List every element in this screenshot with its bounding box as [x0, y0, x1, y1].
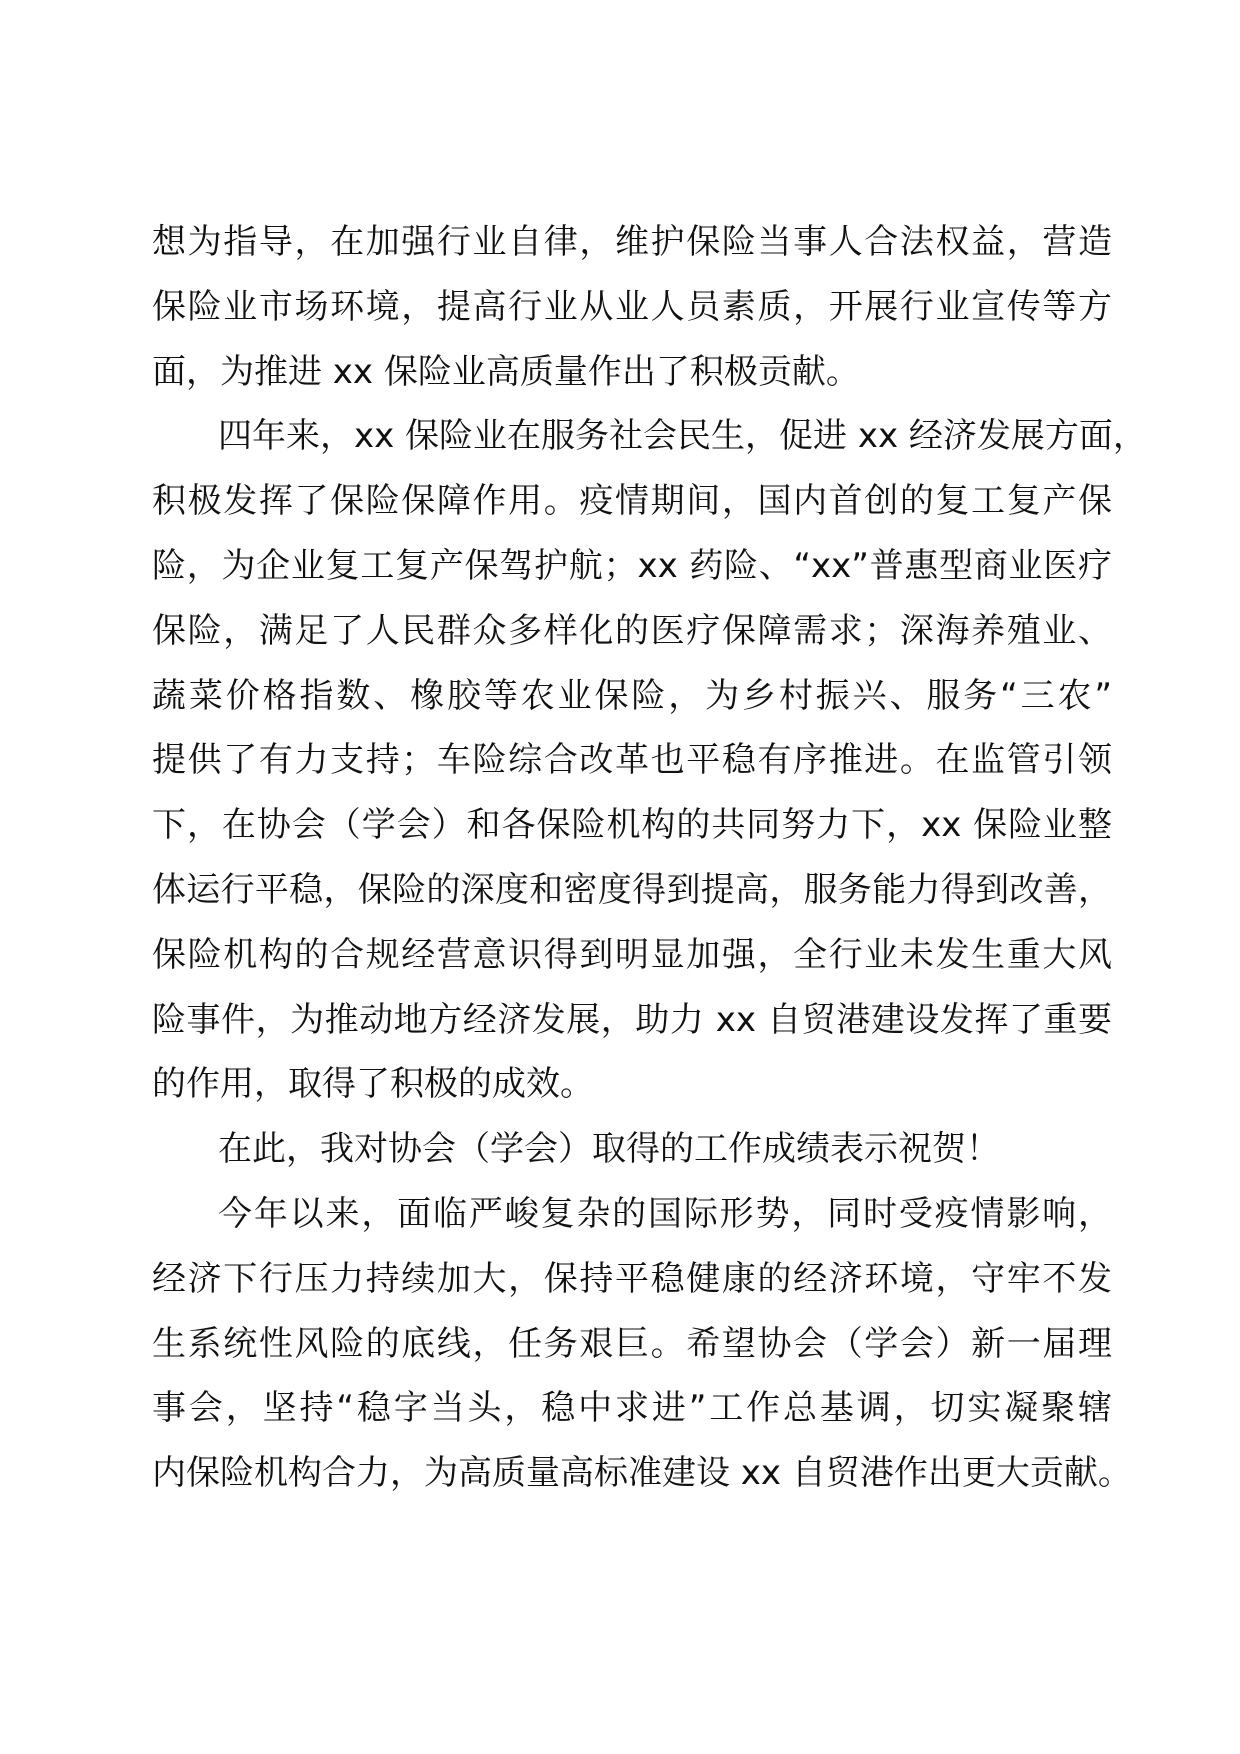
paragraph-4 — [152, 1182, 1132, 1506]
text-line: 积极发挥了保险保障作用。疫情期间，国内首创的复工复产保 — [152, 481, 1112, 522]
document-body — [152, 210, 1147, 1506]
text-line: 下，在协会（学会）和各保险机构的共同努力下，xx 保险业整 — [152, 805, 1112, 846]
text-line: 的作用，取得了积极的成效。 — [152, 1064, 594, 1105]
text-line: 四年来，xx 保险业在服务社会民生，促进 xx 经济发展方面， — [218, 416, 1147, 457]
text-line: 想为指导，在加强行业自律，维护保险当事人合法权益，营造 — [152, 222, 1112, 262]
text-line: 险，为企业复工复产保驾护航；xx 药险、“xx”普惠型商业医疗 — [152, 545, 1112, 586]
text-line: 面，为推进 xx 保险业高质量作出了积极贡献。 — [152, 351, 860, 392]
text-line: 经济下行压力持续加大，保持平稳健康的经济环境，守牢不发 — [152, 1258, 1112, 1299]
text-line: 体运行平稳，保险的深度和密度得到提高，服务能力得到改善， — [152, 869, 1112, 910]
text-line: 今年以来，面临严峻复杂的国际形势，同时受疫情影响， — [218, 1193, 1112, 1234]
text-line: 保险机构的合规经营意识得到明显加强，全行业未发生重大风 — [152, 934, 1112, 975]
text-line: 提供了有力支持；车险综合改革也平稳有序推进。在监管引领 — [152, 740, 1112, 781]
paragraph-1 — [152, 210, 1112, 404]
paragraph-2 — [152, 404, 1147, 1117]
text-line: 在此，我对协会（学会）取得的工作成绩表示祝贺！ — [218, 1129, 1000, 1170]
text-line: 生系统性风险的底线，任务艰巨。希望协会（学会）新一届理 — [152, 1323, 1112, 1364]
text-line: 蔬菜价格指数、橡胶等农业保险，为乡村振兴、服务“三农” — [152, 675, 1112, 716]
text-line: 险事件，为推动地方经济发展，助力 xx 自贸港建设发挥了重要 — [152, 999, 1112, 1040]
text-line: 内保险机构合力，为高质量高标准建设 xx 自贸港作出更大贡献。 — [152, 1453, 1132, 1494]
text-line: 保险业市场环境，提高行业从业人员素质，开展行业宣传等方 — [152, 286, 1112, 327]
text-line: 保险，满足了人民群众多样化的医疗保障需求；深海养殖业、 — [152, 610, 1112, 651]
text-line: 事会，坚持“稳字当头，稳中求进”工作总基调，切实凝聚辖 — [152, 1388, 1112, 1429]
paragraph-3 — [152, 1117, 1112, 1182]
